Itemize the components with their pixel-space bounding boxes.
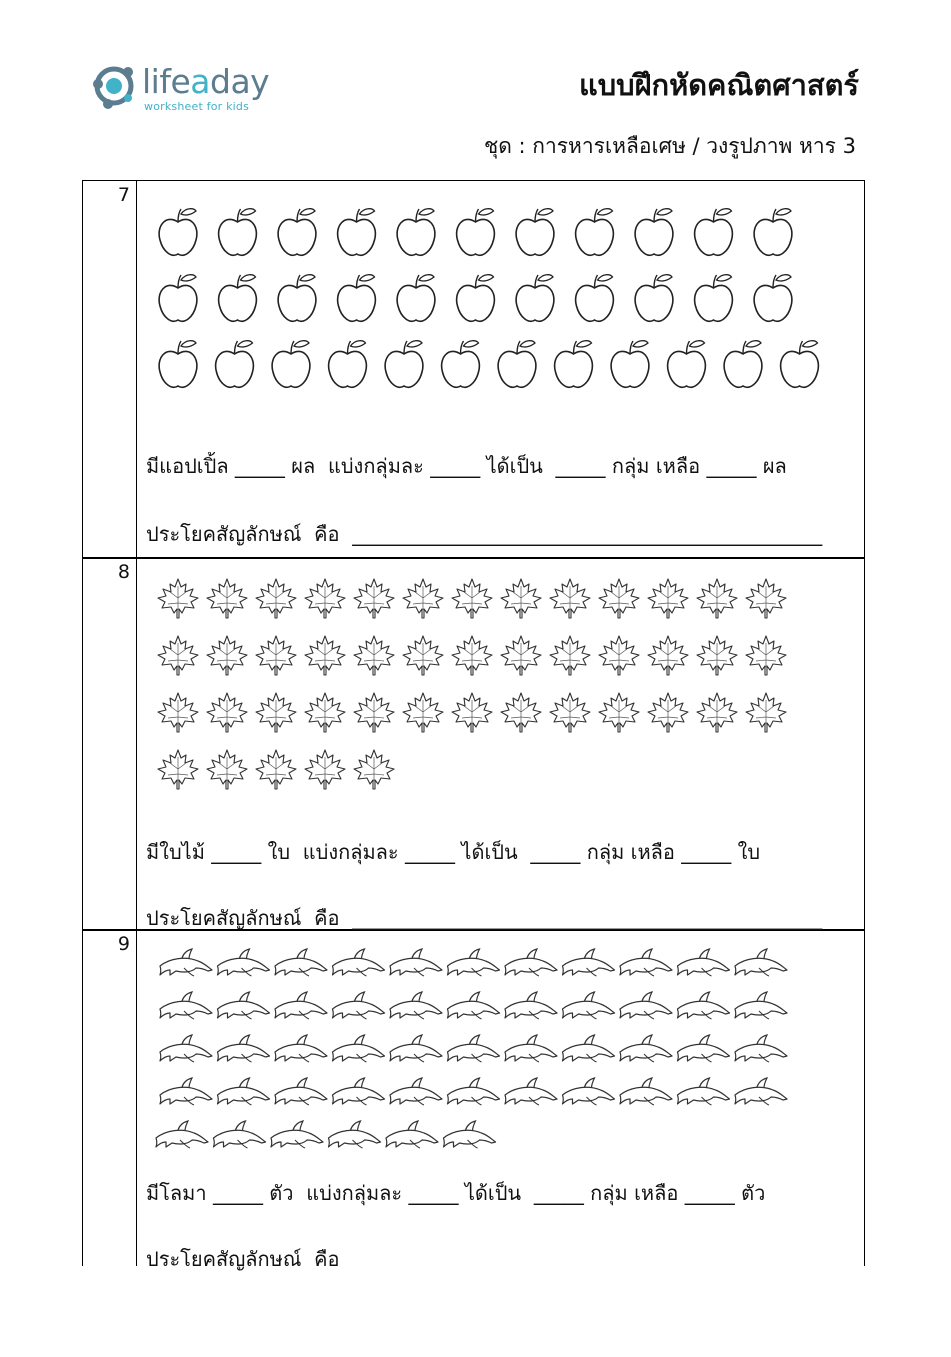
dolphin-icon <box>505 949 557 976</box>
dolphin-icon <box>678 949 730 976</box>
maple-leaf-icon <box>256 750 296 789</box>
dolphin-icon <box>620 992 672 1019</box>
apple-icon <box>668 341 706 388</box>
brand-wordmark: lifeaday <box>142 62 270 101</box>
maple-leaf-icon <box>452 579 492 618</box>
maple-leaf-icon <box>550 636 590 675</box>
apple-icon <box>516 275 554 322</box>
apple-icon <box>219 209 257 256</box>
dolphin-icon <box>333 992 385 1019</box>
apple-icon <box>754 275 792 322</box>
dolphin-icon <box>505 992 557 1019</box>
dolphin-icon <box>156 1121 208 1148</box>
symbol-sentence-line: ประโยคสัญลักษณ์ คือ _______________________________________________ <box>146 906 823 930</box>
dolphin-icon <box>160 1035 212 1062</box>
dolphin-icon <box>563 1035 615 1062</box>
maple-leaf-icon <box>648 636 688 675</box>
maple-leaf-icon <box>305 693 345 732</box>
maple-leaf-icon <box>305 636 345 675</box>
picture-group-9 <box>156 949 787 1148</box>
maple-leaf-icon <box>550 579 590 618</box>
maple-leaf-icon <box>697 579 737 618</box>
apple-icon <box>635 209 673 256</box>
dolphin-icon <box>505 1078 557 1105</box>
dolphin-icon <box>735 949 787 976</box>
dolphin-icon <box>620 949 672 976</box>
apple-icon <box>272 341 310 388</box>
question-number: 9 <box>117 933 130 955</box>
dolphin-icon <box>620 1078 672 1105</box>
dolphin-icon <box>563 992 615 1019</box>
dolphin-icon <box>735 1035 787 1062</box>
maple-leaf-icon <box>403 579 443 618</box>
dolphin-icon <box>678 1035 730 1062</box>
maple-leaf-icon <box>501 693 541 732</box>
dolphin-icon <box>505 1035 557 1062</box>
maple-leaf-icon <box>501 636 541 675</box>
apple-icon <box>278 275 316 322</box>
maple-leaf-icon <box>648 579 688 618</box>
maple-leaf-icon <box>746 579 786 618</box>
dolphin-icon <box>386 1121 438 1148</box>
apple-icon <box>216 341 254 388</box>
maple-leaf-icon <box>403 636 443 675</box>
maple-leaf-icon <box>158 750 198 789</box>
maple-leaf-icon <box>599 579 639 618</box>
apple-icon <box>159 209 197 256</box>
maple-leaf-icon <box>403 693 443 732</box>
maple-leaf-icon <box>697 693 737 732</box>
maple-leaf-icon <box>354 579 394 618</box>
dolphin-icon <box>448 992 500 1019</box>
apple-icon <box>498 341 536 388</box>
maple-leaf-icon <box>354 750 394 789</box>
dolphin-icon <box>275 1035 327 1062</box>
dolphin-icon <box>563 949 615 976</box>
dolphin-icon <box>620 1035 672 1062</box>
maple-leaf-icon <box>207 636 247 675</box>
dolphin-icon <box>160 1078 212 1105</box>
question-number: 8 <box>117 561 130 583</box>
page-subtitle: ชุด : การหารเหลือเศษ / วงรูปภาพ หาร 3 <box>483 134 856 158</box>
apple-icon <box>338 209 376 256</box>
question-sentence: มีโลมา _____ ตัว แบ่งกลุ่มละ _____ ได้เป็น _____ กลุ่ม เหลือ _____ ตัว <box>146 1181 766 1205</box>
dolphin-icon <box>448 1078 500 1105</box>
apple-icon <box>695 275 733 322</box>
symbol-sentence-line: ประโยคสัญลักษณ์ คือ _______________________________________________ <box>146 522 823 546</box>
apple-icon <box>329 341 367 388</box>
page-title: แบบฝึกหัดคณิตศาสตร์ <box>579 68 859 102</box>
dolphin-icon <box>218 949 270 976</box>
dolphin-icon <box>160 992 212 1019</box>
maple-leaf-icon <box>697 636 737 675</box>
dolphin-icon <box>275 992 327 1019</box>
maple-leaf-icon <box>207 579 247 618</box>
apple-icon <box>724 341 762 388</box>
dolphin-icon <box>448 1035 500 1062</box>
apple-icon <box>159 341 197 388</box>
dolphin-icon <box>678 1078 730 1105</box>
apple-icon <box>278 209 316 256</box>
apple-icon <box>576 209 614 256</box>
maple-leaf-icon <box>648 693 688 732</box>
maple-leaf-icon <box>599 693 639 732</box>
apple-icon <box>159 275 197 322</box>
dolphin-icon <box>218 992 270 1019</box>
apple-icon <box>635 275 673 322</box>
apple-icon <box>695 209 733 256</box>
dolphin-icon <box>271 1121 323 1148</box>
symbol-sentence-line: ประโยคสัญลักษณ์ คือ <box>146 1247 340 1271</box>
maple-leaf-icon <box>158 636 198 675</box>
maple-leaf-icon <box>256 693 296 732</box>
maple-leaf-icon <box>207 693 247 732</box>
dolphin-icon <box>218 1078 270 1105</box>
brand-tagline: worksheet for kids <box>144 100 250 113</box>
maple-leaf-icon <box>207 750 247 789</box>
apple-icon <box>516 209 554 256</box>
maple-leaf-icon <box>746 693 786 732</box>
apple-icon <box>611 341 649 388</box>
apple-icon <box>457 275 495 322</box>
maple-leaf-icon <box>256 579 296 618</box>
dolphin-icon <box>333 1078 385 1105</box>
maple-leaf-icon <box>354 636 394 675</box>
question-sentence: มีแอปเปิ้ล _____ ผล แบ่งกลุ่มละ _____ ได้เป็น _____ กลุ่ม เหลือ _____ ผล <box>146 454 787 478</box>
picture-group-7 <box>159 209 818 388</box>
apple-icon <box>576 275 614 322</box>
apple-icon <box>385 341 423 388</box>
apple-icon <box>754 209 792 256</box>
maple-leaf-icon <box>452 693 492 732</box>
dolphin-icon <box>444 1121 496 1148</box>
picture-group-8 <box>158 579 786 789</box>
apple-icon <box>442 341 480 388</box>
dolphin-icon <box>275 949 327 976</box>
maple-leaf-icon <box>550 693 590 732</box>
maple-leaf-icon <box>452 636 492 675</box>
dolphin-icon <box>160 949 212 976</box>
apple-icon <box>397 275 435 322</box>
maple-leaf-icon <box>158 693 198 732</box>
dolphin-icon <box>735 1078 787 1105</box>
dolphin-icon <box>218 1035 270 1062</box>
maple-leaf-icon <box>599 636 639 675</box>
question-sentence: มีใบไม้ _____ ใบ แบ่งกลุ่มละ _____ ได้เป็น _____ กลุ่ม เหลือ _____ ใบ <box>146 840 761 864</box>
apple-icon <box>219 275 257 322</box>
maple-leaf-icon <box>305 750 345 789</box>
question-number: 7 <box>117 184 130 206</box>
dolphin-icon <box>563 1078 615 1105</box>
maple-leaf-icon <box>158 579 198 618</box>
dolphin-icon <box>390 1035 442 1062</box>
apple-icon <box>338 275 376 322</box>
apple-icon <box>457 209 495 256</box>
maple-leaf-icon <box>354 693 394 732</box>
maple-leaf-icon <box>305 579 345 618</box>
dolphin-icon <box>678 992 730 1019</box>
apple-icon <box>397 209 435 256</box>
dolphin-icon <box>275 1078 327 1105</box>
dolphin-icon <box>735 992 787 1019</box>
dolphin-icon <box>214 1121 266 1148</box>
dolphin-icon <box>329 1121 381 1148</box>
dolphin-icon <box>333 1035 385 1062</box>
dolphin-icon <box>390 949 442 976</box>
maple-leaf-icon <box>256 636 296 675</box>
apple-icon <box>555 341 593 388</box>
maple-leaf-icon <box>501 579 541 618</box>
dolphin-icon <box>448 949 500 976</box>
dolphin-icon <box>390 992 442 1019</box>
maple-leaf-icon <box>746 636 786 675</box>
dolphin-icon <box>333 949 385 976</box>
dolphin-icon <box>390 1078 442 1105</box>
apple-icon <box>781 341 819 388</box>
